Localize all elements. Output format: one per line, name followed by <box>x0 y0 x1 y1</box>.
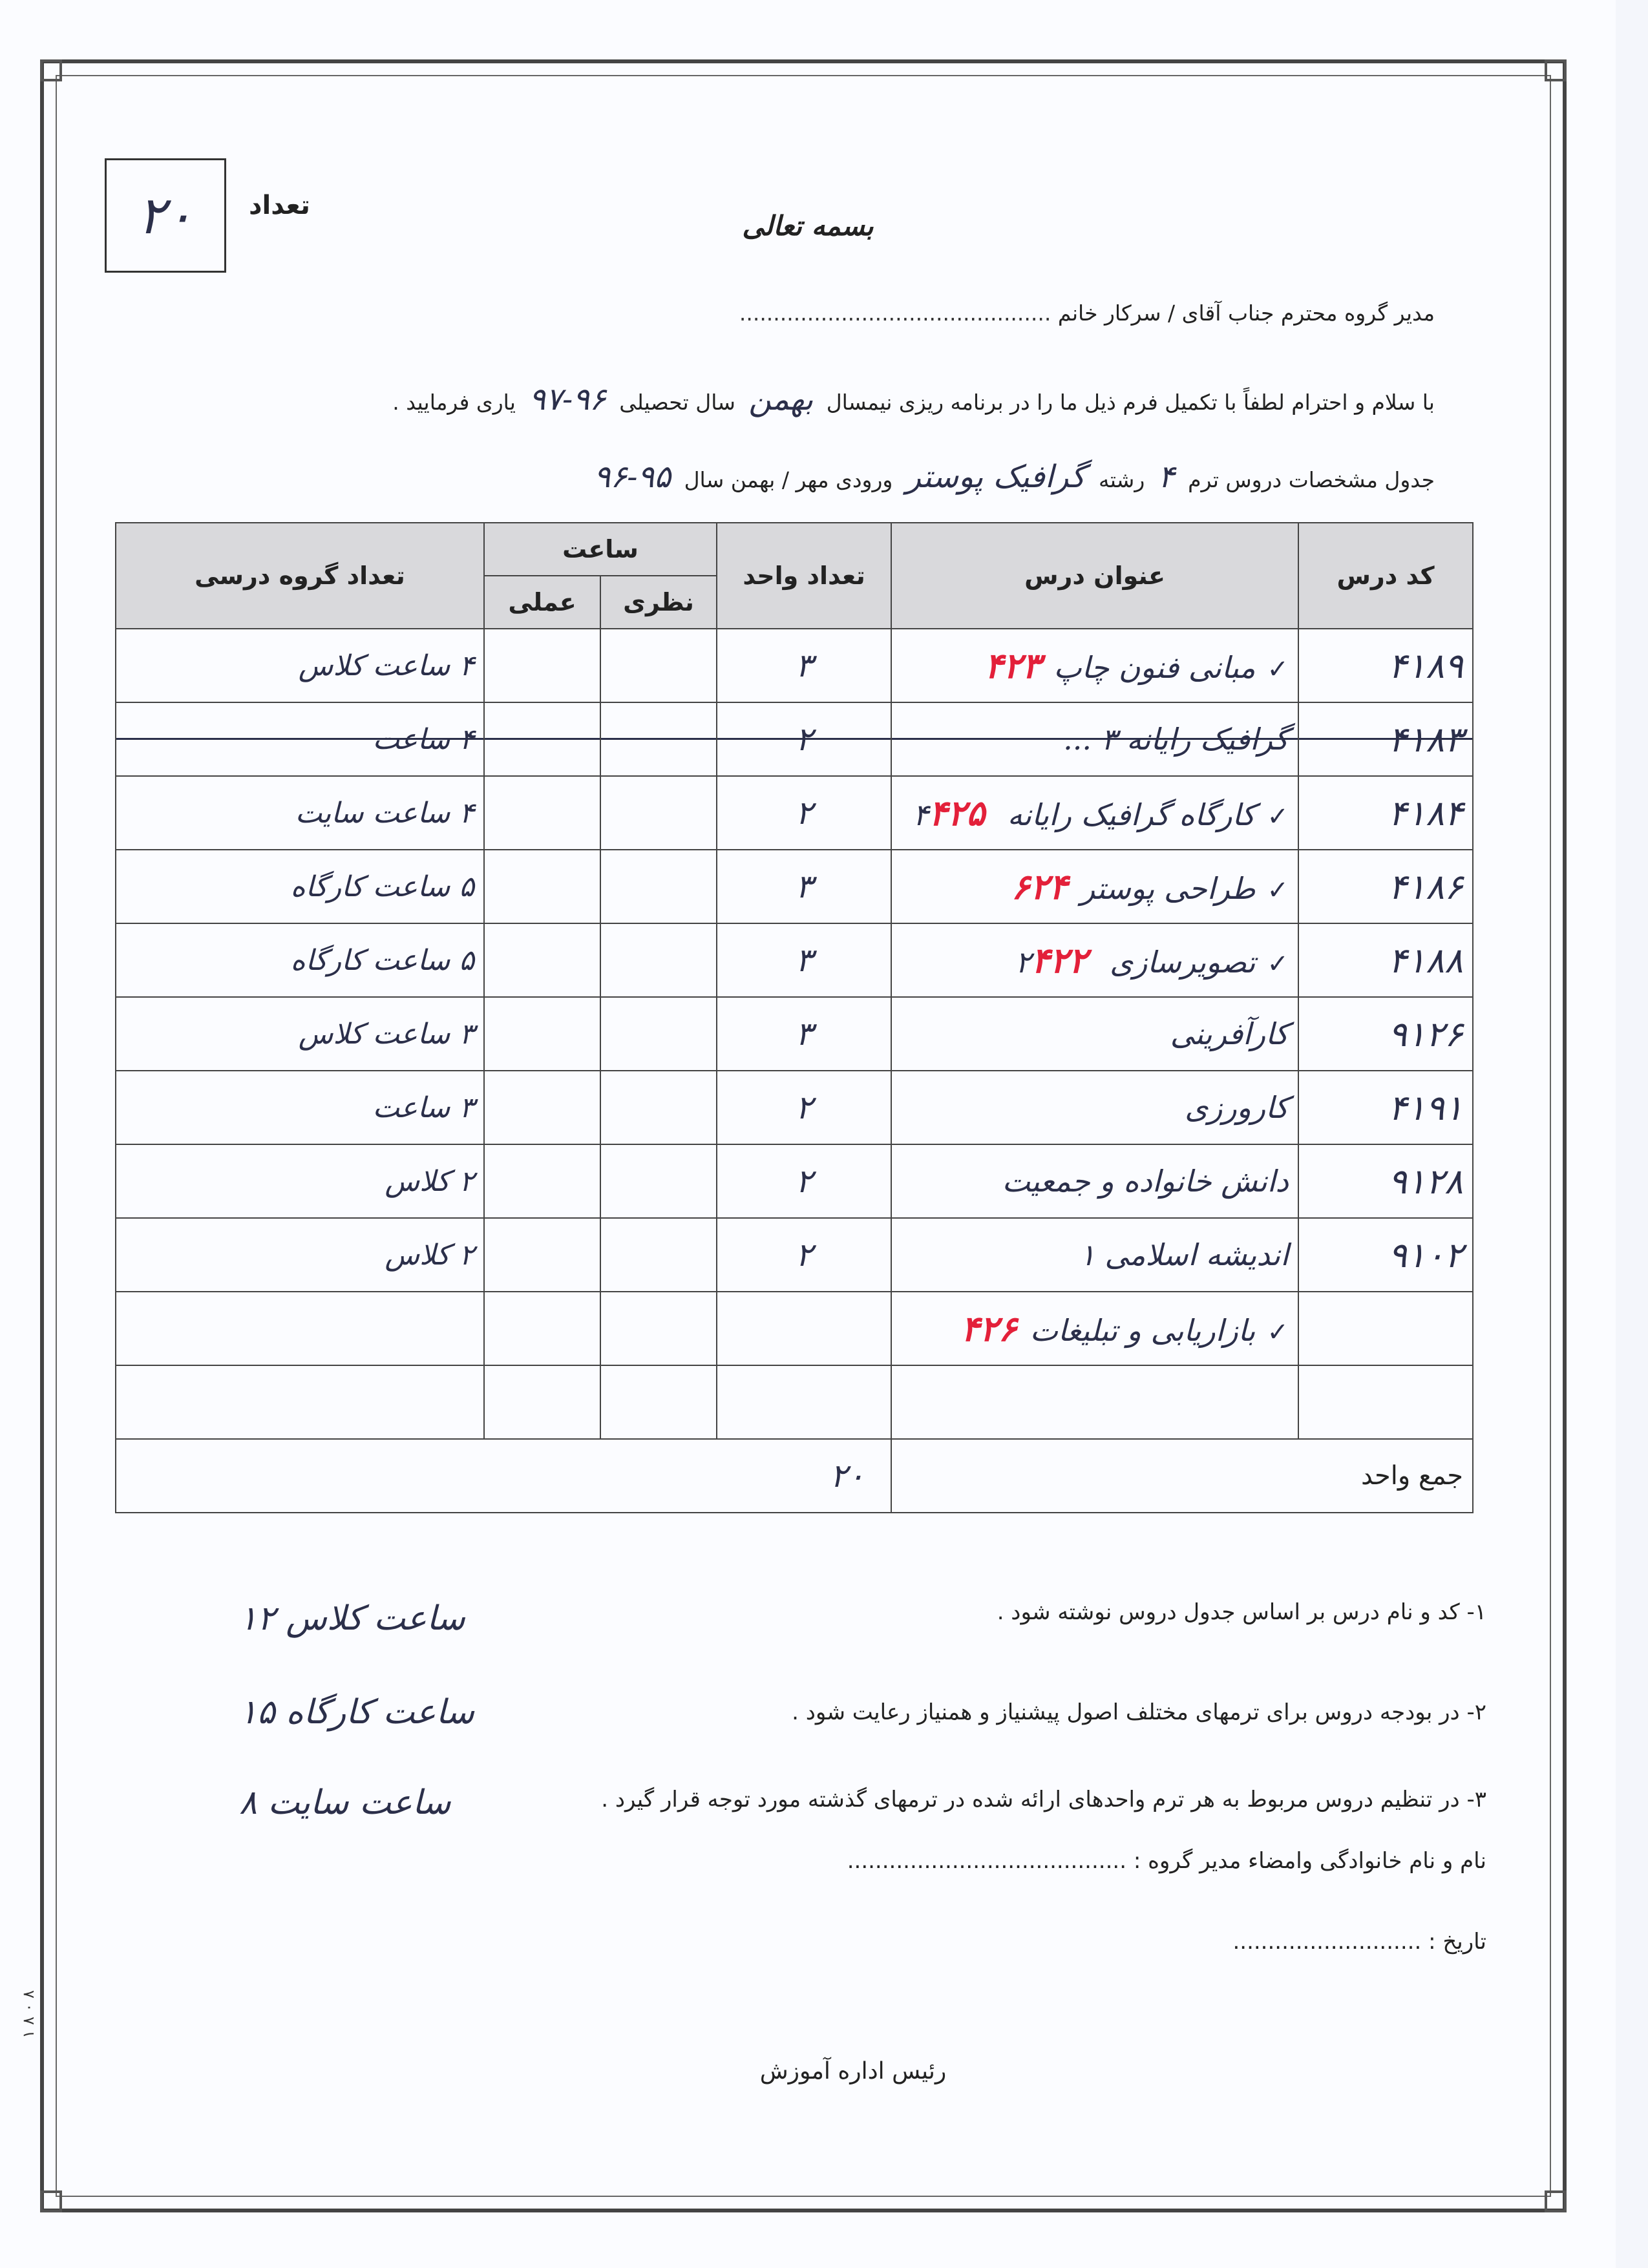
practical-hours <box>484 629 600 702</box>
date-line <box>1232 1929 1486 1955</box>
course-code <box>1298 1292 1473 1365</box>
theory-hours <box>600 1144 717 1218</box>
header-title: عنوان درس <box>891 523 1298 629</box>
count-label: تعداد <box>249 191 310 220</box>
table-row <box>116 776 1473 850</box>
course-units: ۲ <box>717 1218 891 1292</box>
course-groups: ۵ ساعت کارگاه <box>116 850 484 923</box>
course-groups: ۳ ساعت کلاس <box>116 997 484 1071</box>
course-title: ✓کارگاه گرافیک رایانه ۴۴۲۵ <box>891 776 1298 850</box>
course-title: کارورزی <box>891 1071 1298 1144</box>
intro-line-3-start: جدول مشخصات دروس ترم <box>1188 467 1435 492</box>
course-groups: ۴ ساعت کلاس <box>116 629 484 702</box>
table-row <box>116 1144 1473 1218</box>
course-code: ۴۱۸۳ <box>1298 702 1473 776</box>
course-title: ✓طراحی پوستر۶۲۴ <box>891 850 1298 923</box>
total-units-label: جمع واحد <box>891 1439 1473 1513</box>
course-code: ۴۱۸۸ <box>1298 923 1473 997</box>
table-row <box>116 1218 1473 1292</box>
count-box <box>105 158 226 273</box>
course-code: ۴۱۹۱ <box>1298 1071 1473 1144</box>
intro-line-2-start: با سلام و احترام لطفاً با تکمیل فرم ذیل ما را در برنامه ریزی نیمسال <box>826 390 1435 415</box>
theory-hours <box>600 1218 717 1292</box>
course-groups: ۴ ساعت <box>116 702 484 776</box>
course-code: ۴۱۸۹ <box>1298 629 1473 702</box>
practical-hours <box>484 702 600 776</box>
practical-hours <box>484 776 600 850</box>
header-theory: نظری <box>600 576 717 629</box>
practical-hours <box>484 923 600 997</box>
practical-hours <box>484 1071 600 1144</box>
course-units <box>717 1365 891 1439</box>
theory-hours <box>600 629 717 702</box>
border-ornament <box>40 59 62 81</box>
table-row <box>116 629 1473 702</box>
class-code: ۴۲۶ <box>960 1308 1017 1349</box>
note-1: ۱- کد و نام درس بر اساس جدول دروس نوشته شود . <box>997 1599 1486 1625</box>
course-code: ۴۱۸۴ <box>1298 776 1473 850</box>
course-groups: ۵ ساعت کارگاه <box>116 923 484 997</box>
course-units: ۲ <box>717 1144 891 1218</box>
note-3: ۳- در تنظیم دروس مربوط به هر ترم واحدهای ارائه شده در ترمهای گذشته مورد توجه قرار گیرد . <box>601 1787 1486 1812</box>
intro-line-3-end: ورودی مهر / بهمن سال <box>684 467 893 492</box>
course-units: ۲ <box>717 702 891 776</box>
course-code: ۴۱۸۶ <box>1298 850 1473 923</box>
intro-line-2-end: یاری فرمایید . <box>392 390 516 415</box>
check-mark-icon: ✓ <box>1267 876 1289 905</box>
course-groups: ۳ ساعت <box>116 1071 484 1144</box>
course-units: ۲ <box>717 776 891 850</box>
intro-line-1-dots: .............................................. <box>739 300 1051 326</box>
header-code: کد درس <box>1298 523 1473 629</box>
course-groups <box>116 1292 484 1365</box>
intro-line-1 <box>739 300 1435 326</box>
header-units: تعداد واحد <box>717 523 891 629</box>
course-code: ۹۱۲۶ <box>1298 997 1473 1071</box>
class-code: ۴۲۵ <box>929 792 986 834</box>
handwritten-note-1: ۱۲ ساعت کلاس <box>239 1599 465 1638</box>
border-ornament <box>1545 59 1567 81</box>
course-units <box>717 1292 891 1365</box>
course-groups: ۴ ساعت سایت <box>116 776 484 850</box>
course-groups: ۲ کلاس <box>116 1218 484 1292</box>
theory-hours <box>600 702 717 776</box>
course-units: ۳ <box>717 997 891 1071</box>
course-groups <box>116 1365 484 1439</box>
course-title <box>891 1365 1298 1439</box>
check-mark-icon: ✓ <box>1267 655 1289 684</box>
check-mark-icon: ✓ <box>1267 802 1289 832</box>
intro-line-2-mid: سال تحصیلی <box>619 390 735 415</box>
table-row <box>116 1071 1473 1144</box>
handwritten-note-3: ۸ ساعت سایت <box>239 1783 451 1822</box>
table-row <box>116 1292 1473 1365</box>
course-units: ۲ <box>717 1071 891 1144</box>
practical-hours <box>484 1144 600 1218</box>
signature-dots: ........................................ <box>847 1848 1127 1874</box>
practical-hours <box>484 1365 600 1439</box>
table-row <box>116 850 1473 923</box>
intro-line-3 <box>587 459 1435 495</box>
course-code: ۹۱۲۸ <box>1298 1144 1473 1218</box>
course-units: ۳ <box>717 923 891 997</box>
signature-label: نام و نام خانوادگی وامضاء مدیر گروه : <box>1133 1848 1486 1874</box>
count-value: ۲۰ <box>138 185 193 246</box>
course-code <box>1298 1365 1473 1439</box>
term-value: ۴ <box>1157 459 1175 495</box>
header-hours: ساعت <box>484 523 717 576</box>
check-mark-icon: ✓ <box>1267 949 1289 979</box>
date-label: تاریخ : <box>1428 1929 1486 1955</box>
courses-table <box>115 522 1474 1513</box>
signature-line <box>847 1848 1486 1874</box>
border-ornament <box>1545 2190 1567 2212</box>
handwritten-note-2: ۱۵ ساعت کارگاه <box>239 1693 474 1732</box>
course-title: ✓مبانی فنون چاپ۴۲۳ <box>891 629 1298 702</box>
table-row <box>116 1365 1473 1439</box>
class-code: ۴۲۲ <box>1031 940 1088 981</box>
course-units: ۳ <box>717 850 891 923</box>
total-units-value: ۲۰ <box>116 1439 891 1513</box>
table-row <box>116 702 1473 776</box>
course-title: اندیشه اسلامی ۱ <box>891 1218 1298 1292</box>
theory-hours <box>600 1365 717 1439</box>
border-ornament <box>40 2190 62 2212</box>
total-row <box>116 1439 1473 1513</box>
header-practical: عملی <box>484 576 600 629</box>
course-title: گرافیک رایانه ۳ ... <box>891 702 1298 776</box>
practical-hours <box>484 850 600 923</box>
course-code: ۹۱۰۲ <box>1298 1218 1473 1292</box>
date-dots: ........................... <box>1232 1929 1422 1955</box>
course-title: ✓بازاریابی و تبلیغات۴۲۶ <box>891 1292 1298 1365</box>
class-code: ۶۲۴ <box>1011 866 1068 907</box>
intro-line-3-mid: رشته <box>1099 467 1145 492</box>
theory-hours <box>600 923 717 997</box>
table-row <box>116 923 1473 997</box>
practical-hours <box>484 1218 600 1292</box>
header-groups: تعداد گروه درسی <box>116 523 484 629</box>
theory-hours <box>600 1292 717 1365</box>
semester-value: بهمن <box>748 381 814 417</box>
course-units: ۳ <box>717 629 891 702</box>
theory-hours <box>600 997 717 1071</box>
class-code: ۴۲۳ <box>984 645 1041 686</box>
intro-line-1-text: مدیر گروه محترم جناب آقای / سرکار خانم <box>1057 300 1435 326</box>
theory-hours <box>600 1071 717 1144</box>
page-title: بسمه تعالی <box>742 210 874 242</box>
note-2: ۲- در بودجه دروس برای ترمهای مختلف اصول پیشنیاز و همنیاز رعایت شود . <box>792 1699 1486 1725</box>
field-value: گرافیک پوستر <box>905 459 1086 495</box>
theory-hours <box>600 776 717 850</box>
theory-hours <box>600 850 717 923</box>
course-title: دانش خانواده و جمعیت <box>891 1144 1298 1218</box>
course-groups: ۲ کلاس <box>116 1144 484 1218</box>
course-title: ✓تصویرسازی ۲۴۲۲ <box>891 923 1298 997</box>
course-title: کارآفرینی <box>891 997 1298 1071</box>
intro-line-2 <box>392 381 1435 417</box>
check-mark-icon: ✓ <box>1267 1318 1289 1347</box>
side-stamp: ۱ ۸ ۰ ۸ <box>19 1990 37 2039</box>
practical-hours <box>484 997 600 1071</box>
practical-hours <box>484 1292 600 1365</box>
table-row <box>116 997 1473 1071</box>
footer-signatory: رئیس اداره آموزش <box>759 2058 947 2084</box>
academic-year-value: ۹۶-۹۷ <box>529 381 606 417</box>
entry-year-value: ۹۵-۹۶ <box>593 459 671 495</box>
